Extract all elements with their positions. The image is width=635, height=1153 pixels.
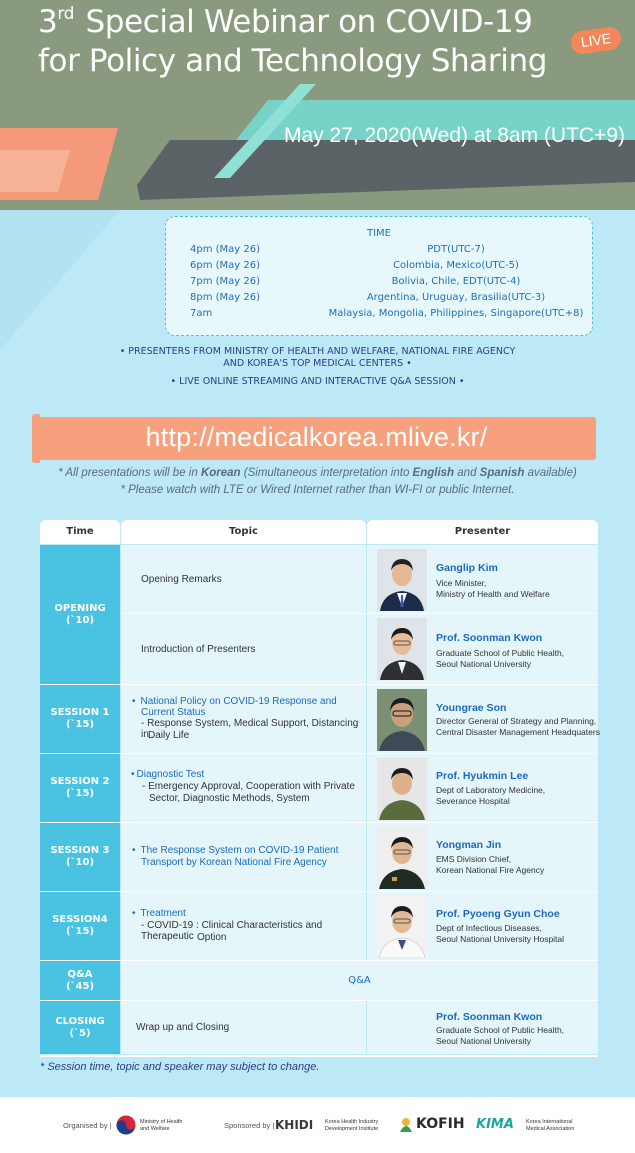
presenter-cell: [367, 823, 598, 891]
time-zone-box: [165, 216, 593, 336]
time-local: 4pm (May 26): [190, 244, 261, 255]
live-badge: LIVE: [570, 26, 623, 56]
page-title-line1: [38, 4, 533, 40]
time-zone: Colombia, Mexico(UTC-5): [393, 260, 519, 271]
event-date: May 27, 2020(Wed) at 8am (UTC+9): [284, 124, 625, 147]
schedule-footnote: * Session time, topic and speaker may subject to change.: [40, 1061, 320, 1073]
presenter-affiliation: Severance Hospital: [436, 796, 510, 806]
organised-by-label: Organised by |: [63, 1121, 112, 1130]
khidi-logo: KHIDI: [275, 1118, 314, 1132]
kima-name-cont: Medical Association: [526, 1126, 575, 1132]
session-duration: (`10): [65, 857, 95, 868]
topic-text: Introduction of Presenters: [141, 643, 256, 655]
note-korean: Korean: [200, 467, 241, 479]
time-row: [166, 276, 592, 292]
kima-name: Korea International: [526, 1119, 573, 1125]
footer-sponsors: [0, 1097, 635, 1153]
topic-title-text: The Response System on COVID-19 Patient: [140, 845, 339, 856]
header-presenter: Presenter: [367, 520, 598, 544]
presenter-cell: [367, 614, 598, 684]
topic-text: Wrap up and Closing: [136, 1022, 230, 1033]
topic-cell: [121, 1001, 366, 1054]
topic-subtext: - Emergency Approval, Cooperation with Private: [142, 781, 355, 792]
session-name: SESSION 2: [50, 776, 110, 787]
session-name: CLOSING: [55, 1015, 105, 1027]
time-local: 7am: [190, 308, 213, 319]
ministry-name: Ministry of Health: [140, 1119, 183, 1125]
session-label: [40, 892, 120, 960]
session-label: [40, 545, 120, 684]
header-time: Time: [40, 520, 120, 544]
time-row: [166, 308, 592, 324]
session-duration: (`45): [65, 980, 95, 992]
presenter-affiliation: Ministry of Health and Welfare: [436, 589, 550, 599]
presenter-photo: [377, 896, 427, 958]
table-row-closing: [40, 1001, 598, 1054]
topic-title-cont: Current Status: [141, 707, 206, 718]
presenter-name: Prof. Soonman Kwon: [436, 632, 543, 644]
presenter-name: Ganglip Kim: [436, 562, 498, 574]
presenter-affiliation: Dept of Laboratory Medicine,: [436, 785, 546, 795]
topic-cell: [121, 754, 366, 822]
note-text: available): [524, 467, 577, 479]
topic-subtext: - COVID-19 : Clinical Characteristics and Therapeutic: [141, 920, 323, 942]
table-row-session3: [40, 823, 598, 891]
session-name: Q&A: [67, 968, 93, 980]
presenter-affiliation: Central Disaster Management Headquaters: [436, 727, 600, 737]
presenter-name: Prof. Hyukmin Lee: [436, 770, 529, 782]
note-text: and: [454, 467, 480, 479]
title-ordinal-suffix: rd: [57, 4, 75, 24]
time-row: [166, 292, 592, 308]
topic-cell: [121, 614, 366, 684]
topic-title: • Diagnostic Test: [131, 769, 205, 780]
session-label: [40, 823, 120, 891]
title-ordinal: 3: [38, 4, 58, 40]
time-row: [166, 244, 592, 260]
presenter-photo: [377, 689, 427, 751]
sponsored-by-label: Sponsored by |: [224, 1121, 275, 1130]
topic-title-text: Diagnostic Test: [136, 769, 205, 780]
table-bottom-line: [40, 1055, 598, 1057]
topic-title: • National Policy on COVID-19 Response and: [132, 696, 337, 707]
table-row-session2: [40, 754, 598, 822]
presenter-name: Prof. Soonman Kwon: [436, 1011, 543, 1023]
presenter-affiliation: Seoul National University: [436, 1036, 531, 1046]
topic-title: • Treatment: [132, 908, 186, 919]
presenter-cell: [367, 892, 598, 960]
time-zone: Argentina, Uruguay, Brasilia(UTC-3): [366, 292, 546, 303]
title-line1-text: Special Webinar on COVID-19: [85, 4, 533, 40]
topic-subtext: Sector, Diagnostic Methods, System: [149, 793, 310, 804]
presenter-name: Yongman Jin: [436, 839, 502, 851]
khidi-name-cont: Development Institute: [325, 1126, 379, 1132]
session-duration: (`15): [65, 719, 95, 730]
qa-topic: Q&A: [121, 961, 598, 1000]
time-local: 6pm (May 26): [190, 260, 261, 271]
topic-title-text: National Policy on COVID-19 Response and: [140, 696, 337, 707]
header-banner: [0, 0, 635, 210]
presenter-affiliation: Graduate School of Public Health,: [436, 648, 565, 658]
time-heading: TIME: [366, 228, 391, 239]
webinar-url-link[interactable]: http://medicalkorea.mlive.kr/: [145, 422, 488, 452]
note-text: * All presentations will be in: [58, 467, 201, 479]
topic-subtext: Daily Life: [148, 730, 190, 741]
session-label: [40, 1001, 120, 1054]
session-label: [40, 754, 120, 822]
note-spanish: Spanish: [479, 467, 525, 479]
topic-cell: [121, 823, 366, 891]
khidi-name: Korea Health Industry: [325, 1119, 379, 1125]
topic-title-text: Treatment: [140, 908, 186, 919]
presenter-photo: [377, 758, 427, 820]
topic-cell: [121, 892, 366, 960]
page-title-line2: for Policy and Technology Sharing: [38, 43, 547, 79]
session-label: [40, 685, 120, 753]
presenter-affiliation: Seoul National University Hospital: [436, 934, 565, 944]
presenter-affiliation: Graduate School of Public Health,: [436, 1025, 565, 1035]
topic-text: Opening Remarks: [141, 573, 222, 585]
presenter-affiliation: Director General of Strategy and Planning,: [436, 716, 597, 726]
presenter-name: Prof. Pyoeng Gyun Choe: [436, 908, 560, 920]
table-row-qa: [40, 961, 598, 1000]
kima-logo: KIMA: [476, 1117, 514, 1132]
session-duration: (`5): [69, 1027, 91, 1039]
table-row-session1: [40, 685, 598, 753]
note-english: English: [412, 467, 455, 479]
time-local: 8pm (May 26): [190, 292, 261, 303]
presenter-name: Youngrae Son: [436, 702, 507, 714]
time-zone: PDT(UTC-7): [427, 244, 485, 255]
session-duration: (`15): [65, 788, 95, 799]
presenter-affiliation: Seoul National University: [436, 659, 531, 669]
session-duration: (`15): [65, 926, 95, 937]
info-streaming: • LIVE ONLINE STREAMING AND INTERACTIVE Q&A SESSION •: [170, 376, 465, 387]
presenter-photo: [377, 549, 427, 611]
presenter-photo: [377, 827, 427, 889]
table-row-session4: [40, 892, 598, 960]
kofih-logo-icon: [398, 1116, 414, 1134]
topic-title: • The Response System on COVID-19 Patient: [132, 845, 339, 856]
presenter-cell: [367, 545, 598, 613]
presenter-cell: [367, 685, 598, 753]
session-duration: (`10): [65, 614, 95, 626]
session-label: [40, 961, 120, 1000]
ministry-name-cont: and Welfare: [140, 1126, 170, 1132]
url-banner[interactable]: [37, 417, 596, 460]
presenter-cell: [367, 754, 598, 822]
header-topic: Topic: [121, 520, 366, 544]
time-zone: Bolivia, Chile, EDT(UTC-4): [391, 276, 521, 287]
info-presenters: • PRESENTERS FROM MINISTRY OF HEALTH AND WELFARE, NATIONAL FIRE AGENCY: [119, 346, 516, 357]
presenter-affiliation: Korean National Fire Agency: [436, 865, 545, 875]
session-name: SESSION 3: [50, 845, 110, 856]
topic-cell: [121, 545, 366, 613]
session-name: OPENING: [54, 602, 106, 614]
presenter-affiliation: EMS Division Chief,: [436, 854, 512, 864]
session-name: SESSION 1: [50, 707, 110, 718]
table-row-opening: [40, 545, 598, 684]
topic-cell: [121, 685, 366, 753]
ministry-logo-icon: [116, 1115, 136, 1135]
topic-subtext: Option: [197, 932, 227, 943]
topic-title-cont: Transport by Korean National Fire Agency: [141, 857, 327, 868]
session-name: SESSION4: [52, 914, 108, 925]
presenter-affiliation: Vice Minister,: [436, 578, 487, 588]
time-row: [166, 260, 592, 276]
presenter-photo: [377, 618, 427, 680]
language-note: [0, 467, 635, 479]
connection-note: * Please watch with LTE or Wired Internet rather than WI-FI or public Internet.: [120, 484, 515, 496]
presenter-cell: [367, 1001, 598, 1054]
presenter-affiliation: Dept of Infectious Diseases,: [436, 923, 542, 933]
topic-subtext: - Response System, Medical Support, Distancing in: [141, 718, 359, 740]
kofih-logo: KOFIH: [416, 1116, 465, 1132]
note-text: (Simultaneous interpretation into: [240, 467, 413, 479]
time-local: 7pm (May 26): [190, 276, 261, 287]
time-zone: Malaysia, Mongolia, Philippines, Singapore(UTC+8): [328, 308, 584, 319]
info-presenters-cont: AND KOREA'S TOP MEDICAL CENTERS •: [223, 358, 412, 369]
